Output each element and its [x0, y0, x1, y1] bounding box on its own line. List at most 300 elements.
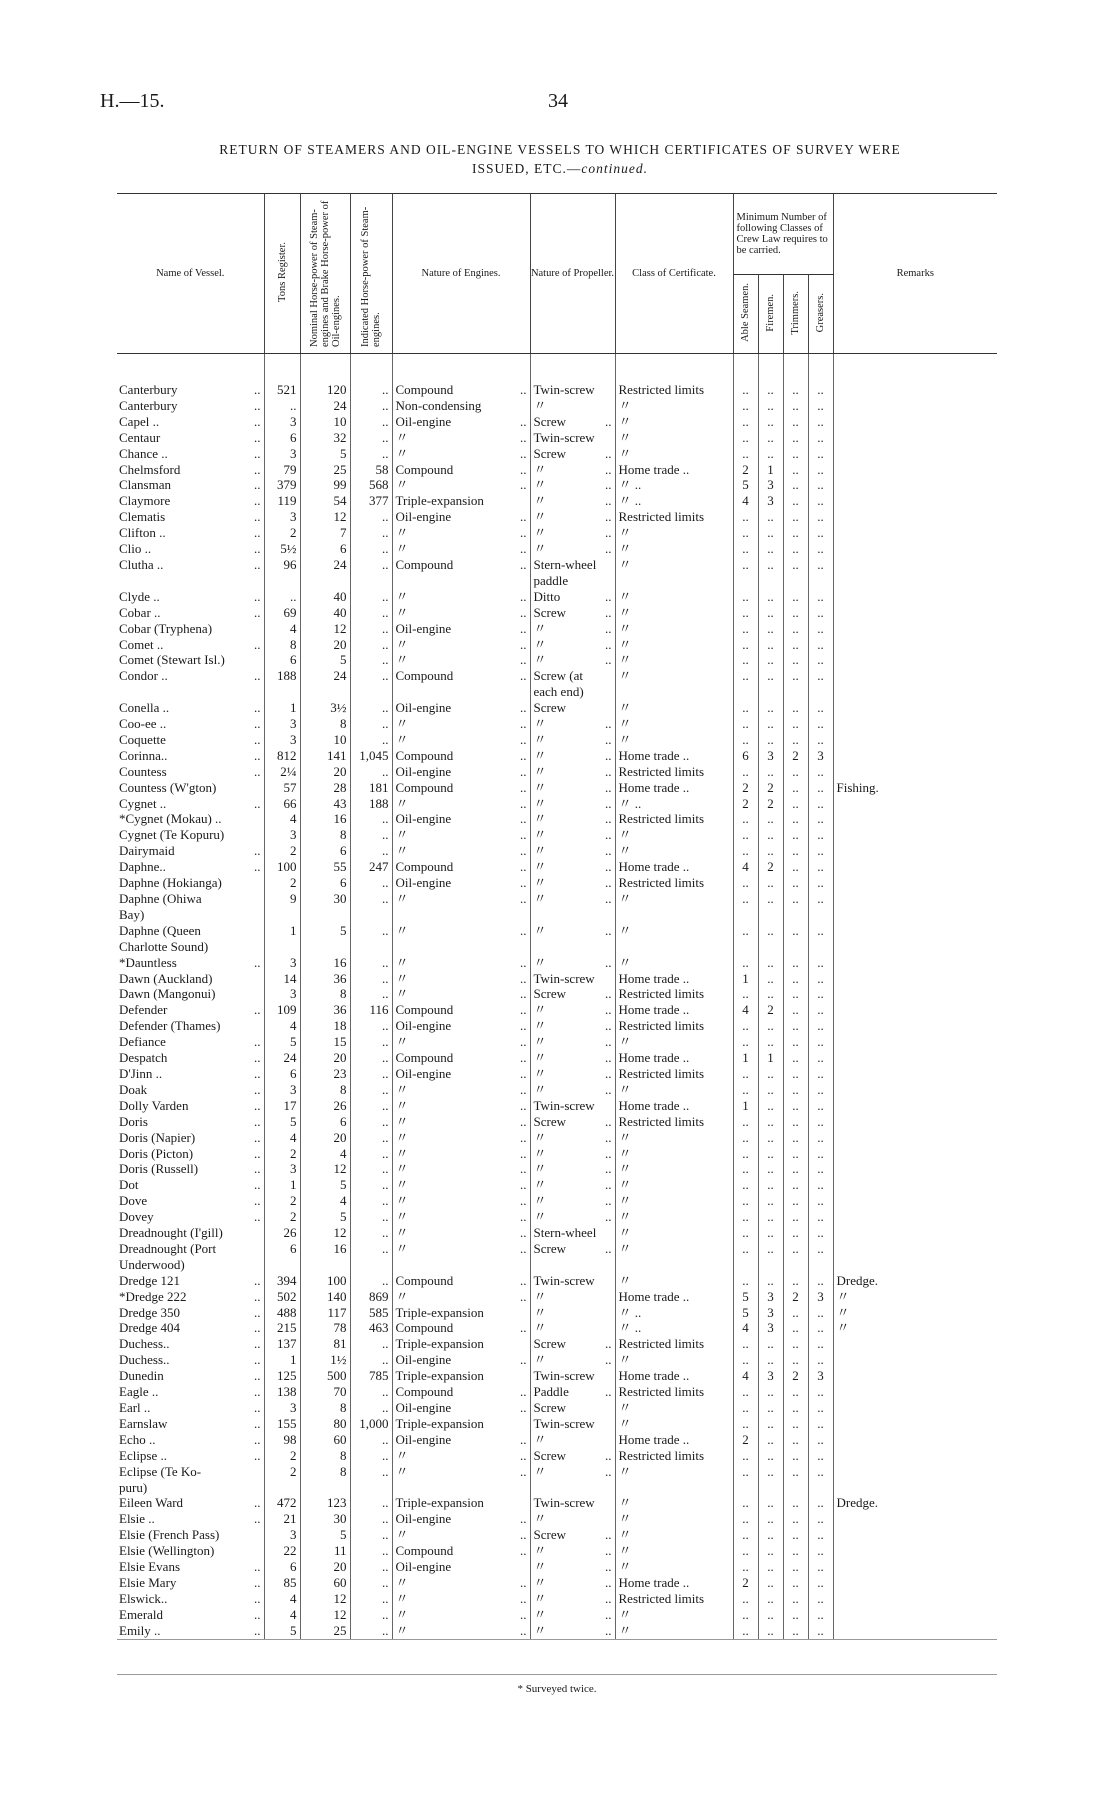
tons-register — [264, 891, 300, 907]
engine-nature-text: 〃 — [395, 1240, 409, 1256]
greasers-count-text: .. — [817, 1002, 824, 1018]
vessel-name — [117, 796, 264, 812]
vessel-name-text: Cobar (Tryphena) — [119, 620, 213, 636]
engine-nature — [392, 1002, 530, 1018]
vessel-name — [117, 1432, 264, 1448]
leader-dots: .. — [254, 668, 261, 684]
remarks — [833, 748, 997, 764]
greasers-count — [808, 446, 833, 462]
vessel-name-text: Doris (Russell) — [119, 1161, 199, 1177]
indicated-horsepower — [350, 859, 392, 875]
table-row — [117, 1289, 997, 1305]
greasers-count-text: .. — [817, 1336, 824, 1352]
trimmers-count — [783, 1161, 808, 1177]
tons-register — [264, 1607, 300, 1623]
greasers-count-text: .. — [817, 1129, 824, 1145]
remarks — [833, 1559, 997, 1575]
engine-nature — [392, 525, 530, 541]
trimmers-count-text: .. — [792, 827, 799, 843]
greasers-count-text: .. — [817, 763, 824, 779]
leader-dots: .. — [520, 1209, 527, 1225]
leader-dots: .. — [520, 1447, 527, 1463]
certificate-class-text: 〃 — [618, 1272, 632, 1288]
firemen-count-text: .. — [767, 1590, 774, 1606]
certificate-class — [615, 414, 733, 430]
tons-register — [264, 907, 300, 923]
propeller-nature-text: 〃 — [533, 1065, 547, 1081]
table-row — [117, 1559, 997, 1575]
nominal-horsepower-text: 60 — [333, 1431, 347, 1447]
certificate-class — [615, 462, 733, 478]
vessel-name — [117, 1495, 264, 1511]
certificate-class-text: 〃 — [618, 1511, 632, 1527]
remarks — [833, 446, 997, 462]
leader-dots: .. — [520, 461, 527, 477]
able-seamen-count-text: 4 — [742, 859, 749, 875]
vessel-name-text: Daphne (Ohiwa — [119, 891, 202, 906]
greasers-count-text: .. — [817, 1320, 824, 1336]
engine-nature-text: Oil-engine — [395, 763, 452, 779]
nominal-horsepower-text: 12 — [333, 1225, 347, 1241]
leader-dots: .. — [254, 636, 261, 652]
trimmers-count — [783, 493, 808, 509]
able-seamen-count — [733, 684, 758, 700]
table-row — [117, 541, 997, 557]
certificate-class — [615, 1273, 733, 1289]
able-seamen-count-text: .. — [742, 1018, 749, 1034]
nominal-horsepower-text: 24 — [333, 556, 347, 572]
engine-nature-text: 〃 — [395, 1193, 409, 1209]
trimmers-count-text: .. — [792, 413, 799, 429]
nominal-horsepower-text: 60 — [333, 1574, 347, 1590]
trimmers-count-text: .. — [792, 604, 799, 620]
trimmers-count — [783, 971, 808, 987]
trimmers-count — [783, 1050, 808, 1066]
engine-nature-text: 〃 — [395, 986, 409, 1002]
nominal-horsepower-text: 28 — [333, 779, 347, 795]
leader-dots: .. — [605, 1606, 612, 1622]
tons-register-text: 6 — [290, 1240, 297, 1256]
nominal-horsepower-text: 5 — [340, 922, 347, 938]
engine-nature-text: Compound — [395, 461, 454, 477]
engine-nature — [392, 1034, 530, 1050]
vessel-name — [117, 1400, 264, 1416]
engine-nature — [392, 1320, 530, 1336]
certificate-class — [615, 1607, 733, 1623]
certificate-class-text: 〃 — [618, 1129, 632, 1145]
nominal-horsepower — [300, 525, 350, 541]
leader-dots: .. — [605, 413, 612, 429]
able-seamen-count — [733, 1320, 758, 1336]
greasers-count-text: .. — [817, 1193, 824, 1209]
nominal-horsepower — [300, 1273, 350, 1289]
vessel-name — [117, 462, 264, 478]
leader-dots: .. — [254, 954, 261, 970]
certificate-class — [615, 1114, 733, 1130]
leader-dots: .. — [254, 588, 261, 604]
engine-nature — [392, 1146, 530, 1162]
nominal-horsepower — [300, 764, 350, 780]
greasers-count — [808, 732, 833, 748]
leader-dots: .. — [254, 747, 261, 763]
greasers-count-text: 3 — [817, 747, 824, 763]
greasers-count-text: .. — [817, 1415, 824, 1431]
leader-dots: .. — [605, 1336, 612, 1352]
certificate-class-text: 〃 — [618, 620, 632, 636]
tons-register — [264, 1416, 300, 1432]
remarks — [833, 605, 997, 621]
engine-nature-text: Triple-expansion — [395, 493, 484, 509]
certificate-class — [615, 1225, 733, 1241]
indicated-horsepower-text: .. — [382, 1400, 389, 1415]
engine-nature — [392, 1241, 530, 1257]
tons-register — [264, 780, 300, 796]
certificate-class-text: Home trade .. — [618, 1431, 690, 1447]
engine-nature-text: 〃 — [395, 588, 409, 604]
nominal-horsepower — [300, 1161, 350, 1177]
table-row — [117, 462, 997, 478]
greasers-count — [808, 1464, 833, 1480]
vessel-name-text: Doris (Picton) — [119, 1145, 194, 1161]
engine-nature — [392, 764, 530, 780]
table-row — [117, 1352, 997, 1368]
greasers-count-text: .. — [817, 1018, 824, 1034]
vessel-name-text: Canterbury — [119, 397, 178, 413]
propeller-nature — [530, 1464, 615, 1480]
table-row — [117, 1448, 997, 1464]
able-seamen-count — [733, 1480, 758, 1496]
vessel-name — [117, 1130, 264, 1146]
nominal-horsepower-text: 25 — [333, 1622, 347, 1638]
vessel-name-text: Daphne (Hokianga) — [119, 875, 222, 891]
leader-dots: .. — [520, 1002, 527, 1018]
firemen-count — [758, 732, 783, 748]
able-seamen-count-text: .. — [742, 811, 749, 827]
certificate-class-text: 〃 — [618, 588, 632, 604]
indicated-horsepower-text: 188 — [369, 795, 389, 811]
able-seamen-count-text: .. — [742, 1336, 749, 1352]
propeller-nature — [530, 907, 615, 923]
nominal-horsepower — [300, 1384, 350, 1400]
trimmers-count-text: .. — [792, 1193, 799, 1209]
firemen-count — [758, 1161, 783, 1177]
firemen-count — [758, 589, 783, 605]
greasers-count-text: .. — [817, 1543, 824, 1559]
firemen-count-text: 2 — [767, 859, 774, 875]
able-seamen-count — [733, 398, 758, 414]
nominal-horsepower — [300, 354, 350, 398]
leader-dots: .. — [520, 636, 527, 652]
able-seamen-count — [733, 700, 758, 716]
nominal-horsepower — [300, 796, 350, 812]
propeller-nature-text: Screw (at — [533, 668, 583, 684]
certificate-class-text: 〃 — [618, 1400, 632, 1415]
trimmers-count-text: .. — [792, 700, 799, 716]
indicated-horsepower-text: 58 — [375, 461, 389, 477]
indicated-horsepower — [350, 1146, 392, 1162]
propeller-nature — [530, 1114, 615, 1130]
propeller-nature — [530, 780, 615, 796]
leader-dots: .. — [605, 493, 612, 509]
able-seamen-count — [733, 827, 758, 843]
vessel-name — [117, 1511, 264, 1527]
leader-dots: .. — [254, 493, 261, 509]
indicated-horsepower-text: .. — [382, 731, 389, 747]
tons-register — [264, 732, 300, 748]
propeller-nature-text: 〃 — [533, 1018, 547, 1034]
vessel-name-text: Elsie Mary — [119, 1574, 177, 1590]
firemen-count-text: .. — [767, 413, 774, 429]
able-seamen-count — [733, 923, 758, 939]
firemen-count-text: .. — [767, 1081, 774, 1097]
greasers-count — [808, 525, 833, 541]
tons-register-text: 6 — [290, 1559, 297, 1575]
trimmers-count — [783, 668, 808, 684]
able-seamen-count — [733, 652, 758, 668]
able-seamen-count — [733, 1257, 758, 1273]
certificate-class-text: Home trade .. — [618, 1368, 690, 1384]
tons-register — [264, 1098, 300, 1114]
greasers-count — [808, 1209, 833, 1225]
remarks — [833, 716, 997, 732]
tons-register — [264, 1495, 300, 1511]
greasers-count — [808, 1305, 833, 1321]
certificate-class — [615, 907, 733, 923]
propeller-nature — [530, 605, 615, 621]
certificate-class-text: Restricted limits — [618, 811, 705, 827]
vessel-name — [117, 1273, 264, 1289]
greasers-count — [808, 923, 833, 939]
tons-register-text: 215 — [277, 1320, 297, 1336]
nominal-horsepower-text: 10 — [333, 413, 347, 429]
trimmers-count — [783, 1416, 808, 1432]
leader-dots: .. — [520, 747, 527, 763]
tons-register-text: 98 — [283, 1431, 297, 1447]
engine-nature-text: Compound — [395, 556, 454, 572]
certificate-class — [615, 875, 733, 891]
vessel-name-text: Dove — [119, 1193, 148, 1209]
table-row — [117, 891, 997, 907]
certificate-class-text: Home trade .. — [618, 747, 690, 763]
engine-nature-text: Oil-engine — [395, 1511, 452, 1527]
greasers-count-text: .. — [817, 1574, 824, 1590]
propeller-nature-text: Twin-screw — [533, 429, 595, 445]
greasers-count-text: .. — [817, 493, 824, 509]
propeller-nature-text: 〃 — [533, 1606, 547, 1622]
engine-nature — [392, 811, 530, 827]
propeller-nature-text: 〃 — [533, 652, 547, 668]
leader-dots: .. — [520, 556, 527, 572]
vessel-name-text: Dredge 350 — [119, 1304, 181, 1320]
greasers-count — [808, 811, 833, 827]
engine-nature-text: 〃 — [395, 1145, 409, 1161]
certificate-class-text: 〃 — [618, 1081, 632, 1097]
greasers-count — [808, 1225, 833, 1241]
able-seamen-count — [733, 1225, 758, 1241]
vessel-name — [117, 1241, 264, 1257]
trimmers-count — [783, 541, 808, 557]
greasers-count-text: .. — [817, 397, 824, 413]
remarks — [833, 1400, 997, 1416]
certificate-class — [615, 843, 733, 859]
indicated-horsepower — [350, 446, 392, 462]
trimmers-count-text: .. — [792, 763, 799, 779]
able-seamen-count-text: .. — [742, 1145, 749, 1161]
propeller-nature — [530, 716, 615, 732]
trimmers-count-text: 2 — [792, 1288, 799, 1304]
nominal-horsepower — [300, 1416, 350, 1432]
remarks — [833, 1193, 997, 1209]
engine-nature — [392, 1098, 530, 1114]
greasers-count — [808, 398, 833, 414]
firemen-count — [758, 1098, 783, 1114]
remarks — [833, 668, 997, 684]
engine-nature — [392, 1289, 530, 1305]
vessel-name — [117, 621, 264, 637]
greasers-count-text: .. — [817, 1447, 824, 1463]
greasers-count-text: .. — [817, 1050, 824, 1066]
trimmers-count-text: .. — [792, 1527, 799, 1543]
indicated-horsepower-text: .. — [382, 1384, 389, 1400]
firemen-count — [758, 1623, 783, 1639]
remarks-text: Dredge. — [836, 1272, 879, 1288]
nominal-horsepower — [300, 652, 350, 668]
indicated-horsepower — [350, 1384, 392, 1400]
tons-register-text: 14 — [283, 970, 297, 986]
leader-dots: .. — [520, 954, 527, 970]
propeller-nature-text: Twin-screw — [533, 970, 595, 986]
vessel-name — [117, 684, 264, 700]
remarks — [833, 684, 997, 700]
able-seamen-count — [733, 493, 758, 509]
nominal-horsepower-text: 8 — [340, 716, 347, 732]
vessel-name — [117, 1384, 264, 1400]
vessel-name-text: Elsie Evans — [119, 1559, 181, 1575]
nominal-horsepower — [300, 1495, 350, 1511]
able-seamen-count — [733, 557, 758, 573]
remarks — [833, 1114, 997, 1130]
engine-nature — [392, 573, 530, 589]
firemen-count-text: .. — [767, 620, 774, 636]
leader-dots: .. — [254, 859, 261, 875]
nominal-horsepower — [300, 493, 350, 509]
engine-nature — [392, 1273, 530, 1289]
greasers-count — [808, 827, 833, 843]
remarks — [833, 1082, 997, 1098]
certificate-class — [615, 923, 733, 939]
vessel-name — [117, 1114, 264, 1130]
trimmers-count — [783, 843, 808, 859]
nominal-horsepower-text: 3½ — [330, 700, 347, 716]
engine-nature-text: 〃 — [395, 429, 409, 445]
certificate-class — [615, 1320, 733, 1336]
nominal-horsepower — [300, 1082, 350, 1098]
tons-register-text: 502 — [277, 1288, 297, 1304]
nominal-horsepower-text: 40 — [333, 604, 347, 620]
vessel-name-text: Dovey — [119, 1209, 154, 1225]
nominal-horsepower — [300, 621, 350, 637]
firemen-count-text: .. — [767, 1272, 774, 1288]
tons-register-text: .. — [290, 588, 297, 604]
vessel-name-text: D'Jinn .. — [119, 1065, 163, 1081]
vessel-name — [117, 1336, 264, 1352]
vessel-name — [117, 398, 264, 414]
greasers-count-text: .. — [817, 509, 824, 525]
nominal-horsepower — [300, 1432, 350, 1448]
certificate-class — [615, 891, 733, 907]
leader-dots: .. — [520, 1113, 527, 1129]
tons-register-text: 69 — [283, 604, 297, 620]
leader-dots: .. — [605, 763, 612, 779]
leader-dots: .. — [254, 1193, 261, 1209]
tons-register — [264, 509, 300, 525]
certificate-class — [615, 1480, 733, 1496]
tons-register — [264, 843, 300, 859]
tons-register — [264, 1146, 300, 1162]
vessel-name-text: Eclipse .. — [119, 1447, 168, 1463]
remarks — [833, 354, 997, 398]
firemen-count — [758, 557, 783, 573]
greasers-count-text: .. — [817, 604, 824, 620]
tons-register — [264, 1066, 300, 1082]
trimmers-count-text: .. — [792, 1463, 799, 1479]
engine-nature — [392, 1480, 530, 1496]
vessel-name-text: Condor .. — [119, 668, 168, 684]
greasers-count-text: .. — [817, 779, 824, 795]
nominal-horsepower — [300, 939, 350, 955]
certificate-class — [615, 1130, 733, 1146]
leader-dots: .. — [254, 731, 261, 747]
vessel-name — [117, 827, 264, 843]
propeller-nature — [530, 1177, 615, 1193]
tons-register — [264, 1320, 300, 1336]
remarks — [833, 525, 997, 541]
greasers-count — [808, 414, 833, 430]
vessel-name-text: Clio .. — [119, 541, 152, 557]
trimmers-count — [783, 1559, 808, 1575]
greasers-count — [808, 589, 833, 605]
nominal-horsepower — [300, 1305, 350, 1321]
propeller-nature — [530, 1384, 615, 1400]
trimmers-count — [783, 525, 808, 541]
firemen-count — [758, 1511, 783, 1527]
engine-nature-text: Oil-engine — [395, 1018, 452, 1034]
trimmers-count-text: .. — [792, 1304, 799, 1320]
indicated-horsepower-text: .. — [382, 445, 389, 461]
able-seamen-count-text: 1 — [742, 1097, 749, 1113]
able-seamen-count — [733, 525, 758, 541]
nominal-horsepower — [300, 557, 350, 573]
propeller-nature — [530, 1400, 615, 1416]
remarks — [833, 1257, 997, 1273]
certificate-class — [615, 1289, 733, 1305]
leader-dots: .. — [520, 1018, 527, 1034]
able-seamen-count — [733, 1559, 758, 1575]
tons-register — [264, 493, 300, 509]
propeller-nature-text: 〃 — [533, 1304, 547, 1320]
certificate-class — [615, 1400, 733, 1416]
engine-nature — [392, 923, 530, 939]
indicated-horsepower — [350, 700, 392, 716]
vessel-name — [117, 1066, 264, 1082]
greasers-count — [808, 1161, 833, 1177]
remarks — [833, 732, 997, 748]
indicated-horsepower — [350, 1336, 392, 1352]
greasers-count-text: .. — [817, 636, 824, 652]
firemen-count — [758, 1591, 783, 1607]
leader-dots: .. — [605, 509, 612, 525]
certificate-class-text: Restricted limits — [618, 875, 705, 891]
